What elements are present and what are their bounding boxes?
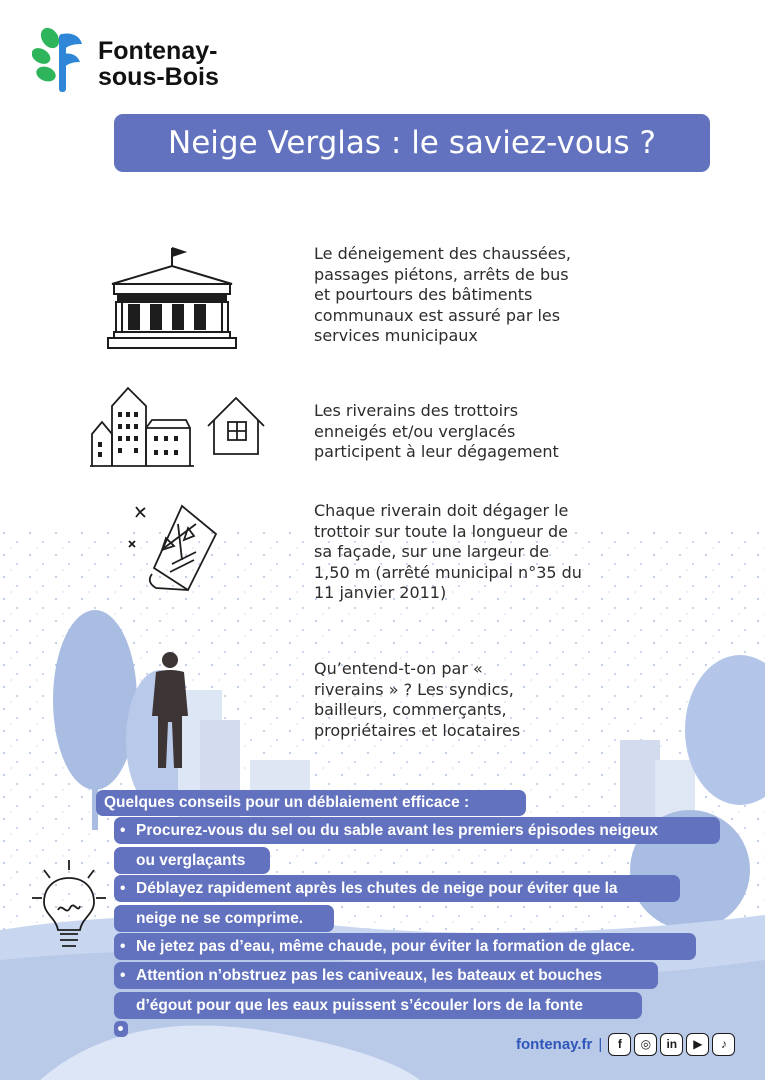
tips-title: Quelques conseils pour un déblaiement efficace : xyxy=(96,790,526,816)
bullet: • xyxy=(120,967,126,984)
instagram-icon[interactable]: ◎ xyxy=(634,1033,657,1056)
social-links xyxy=(608,1033,735,1056)
houses-icon xyxy=(90,384,270,468)
footer xyxy=(516,1031,735,1057)
tip-item xyxy=(114,962,658,1022)
youtube-icon[interactable]: ▶ xyxy=(686,1033,709,1056)
info-text-obligation: Chaque riverain doit dégager le trottoir sur toute la longueur de sa façade, sur une largeur de 1,50 m (arrêté municipal n°35 du 11 janvier 2011) xyxy=(314,501,582,602)
brand-name-line-2: sous-Bois xyxy=(98,63,219,91)
info-text-definition: Qu’entend-t-on par « riverains » ? Les syndics, bailleurs, commerçants, propriétaires et locataires xyxy=(314,659,521,740)
logo xyxy=(32,24,272,104)
bullet: • xyxy=(120,880,126,897)
brand-name-line-1: Fontenay- xyxy=(98,37,218,65)
bullet: • xyxy=(120,938,126,955)
info-text-residents: Les riverains des trottoirs enneigés et/ou verglacés participent à leur dégagement xyxy=(314,401,559,461)
leaves-logo-icon xyxy=(32,24,92,96)
town-hall-icon xyxy=(104,244,240,352)
tip-line: ou verglaçants xyxy=(114,847,270,874)
page-title: Neige Verglas : le saviez-vous ? xyxy=(114,114,710,172)
tip-line: • Procurez-vous du sel ou du sable avant les premiers épisodes neigeux xyxy=(114,817,720,844)
tip-line: neige ne se comprime. xyxy=(114,905,334,932)
brand-name xyxy=(98,38,268,90)
legal-document-icon xyxy=(126,498,222,594)
website-link[interactable]: fontenay.fr xyxy=(516,1035,593,1053)
tip-item xyxy=(114,817,720,877)
tip-item xyxy=(114,933,696,963)
separator: | xyxy=(598,1035,603,1053)
tip-line: • Ne jetez pas d’eau, même chaude, pour éviter la formation de glace. xyxy=(114,933,696,960)
linkedin-icon[interactable]: in xyxy=(660,1033,683,1056)
bullet: • xyxy=(120,822,126,839)
tip-item xyxy=(114,875,680,935)
tip-line: • Attention n’obstruez pas les caniveaux, les bateaux et bouches xyxy=(114,962,658,989)
empty-bullet xyxy=(114,1021,128,1037)
lightbulb-icon xyxy=(30,858,108,954)
tip-line: d’égout pour que les eaux puissent s’écouler lors de la fonte xyxy=(114,992,642,1019)
tiktok-icon[interactable]: ♪ xyxy=(712,1033,735,1056)
person-silhouette-icon xyxy=(148,650,192,772)
facebook-icon[interactable]: f xyxy=(608,1033,631,1056)
info-text-municipal: Le déneigement des chaussées, passages piétons, arrêts de bus et pourtours des bâtiments communaux est assuré par les services municipaux xyxy=(314,244,572,345)
tip-line: • Déblayez rapidement après les chutes de neige pour éviter que la xyxy=(114,875,680,902)
